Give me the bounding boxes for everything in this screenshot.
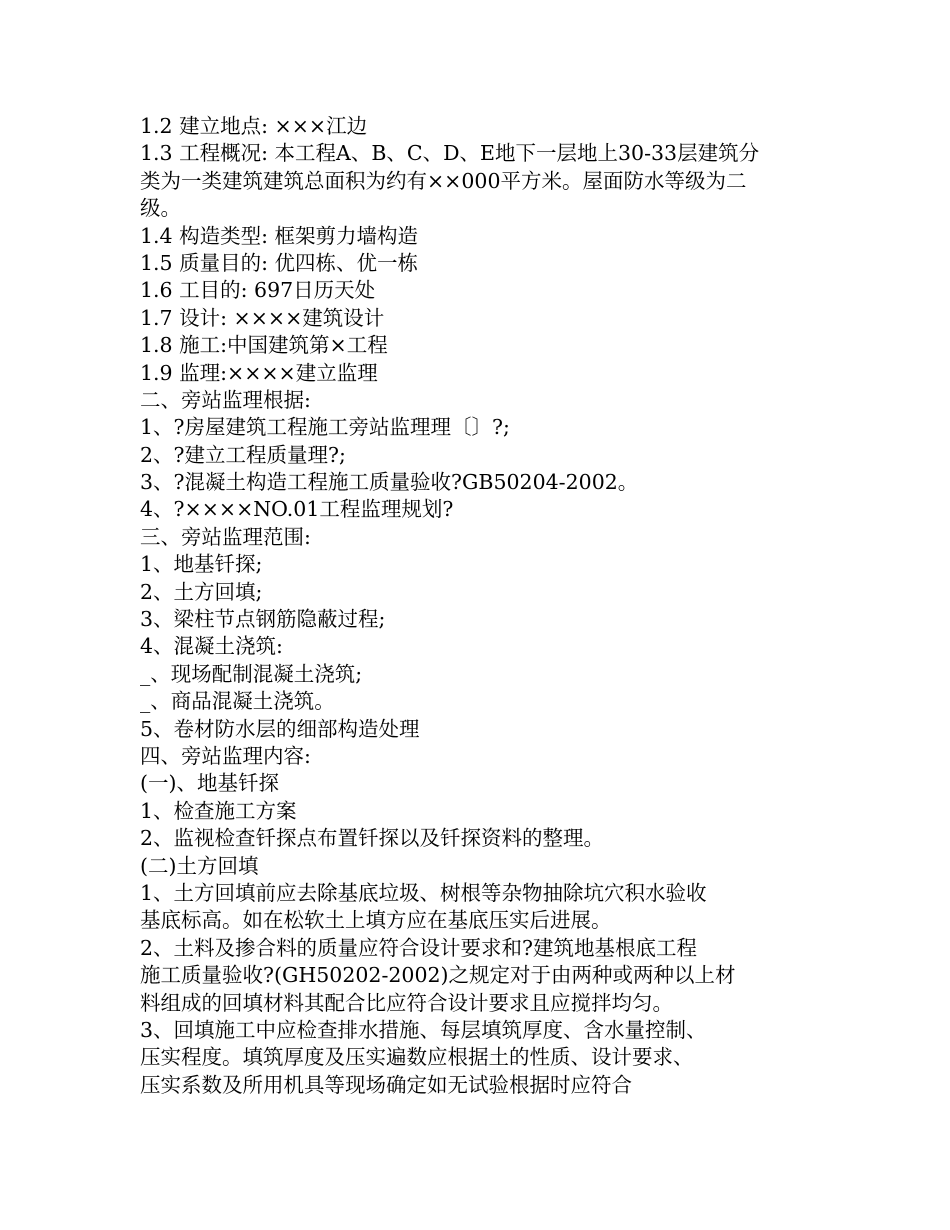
text-line: 1、?房屋建筑工程施工旁站监理理〔〕?; xyxy=(140,415,510,440)
text-line: 2、?建立工程质量理?; xyxy=(140,442,346,467)
text-line: 1、检查施工方案 xyxy=(140,798,297,823)
text-line: 基底标高。如在松软土上填方应在基底压实后进展。 xyxy=(140,908,612,933)
text-line: 三、旁站监理范围: xyxy=(140,524,311,549)
text-line: 1.6 工目的: 697日历天处 xyxy=(140,278,376,303)
text-line: 3、?混凝土构造工程施工质量验收?GB50204-2002。 xyxy=(140,470,639,495)
text-line: 施工质量验收?(GH50202-2002)之规定对于由两种或两种以上材 xyxy=(140,963,736,988)
text-line: 1.3 工程概况: 本工程A、B、C、D、E地下一层地上30-33层建筑分 xyxy=(140,141,760,166)
text-line: 级。 xyxy=(140,196,181,221)
text-line: 3、回填施工中应检查排水措施、每层填筑厚度、含水量控制、 xyxy=(140,1017,707,1042)
text-line: 压实系数及所用机具等现场确定如无试验根据时应符合 xyxy=(140,1072,632,1097)
text-line: 料组成的回填材料其配合比应符合设计要求且应搅拌均匀。 xyxy=(140,990,673,1015)
text-line: 1.7 设计: ××××建筑设计 xyxy=(140,305,385,330)
text-line: 3、梁柱节点钢筋隐蔽过程; xyxy=(140,607,386,632)
text-line: 2、土方回填; xyxy=(140,579,263,604)
text-line: 1、地基钎探; xyxy=(140,552,263,577)
text-line: 1、土方回填前应去除基底垃圾、树根等杂物抽除坑穴积水验收 xyxy=(140,880,707,905)
text-line: 2、土料及掺合料的质量应符合设计要求和?建筑地基根底工程 xyxy=(140,935,698,960)
text-line: 2、监视检查钎探点布置钎探以及钎探资料的整理。 xyxy=(140,826,605,851)
text-line: 5、卷材防水层的细部构造处理 xyxy=(140,716,420,741)
document-body xyxy=(140,113,860,1099)
text-line: 二、旁站监理根据: xyxy=(140,387,311,412)
text-line: (二)土方回填 xyxy=(140,853,259,878)
text-line: _、现场配制混凝土浇筑; xyxy=(140,661,363,686)
text-line: 1.4 构造类型: 框架剪力墙构造 xyxy=(140,223,419,248)
text-line: 4、混凝土浇筑: xyxy=(140,634,283,659)
text-line: 压实程度。填筑厚度及压实遍数应根据土的性质、设计要求、 xyxy=(140,1045,694,1070)
text-line: 类为一类建筑建筑总面积为约有××000平方米。屋面防水等级为二 xyxy=(140,168,747,193)
text-line: 1.5 质量目的: 优四栋、优一栋 xyxy=(140,250,419,275)
text-line: (一)、地基钎探 xyxy=(140,771,279,796)
text-line: 1.2 建立地点: ×××江边 xyxy=(140,114,368,138)
text-line: 4、?××××NO.01工程监理规划? xyxy=(140,497,454,522)
text-line: 四、旁站监理内容: xyxy=(140,743,311,768)
text-line: 1.8 施工:中国建筑第×工程 xyxy=(140,333,388,358)
text-line: _、商品混凝土浇筑。 xyxy=(140,689,335,714)
text-line: 1.9 监理:××××建立监理 xyxy=(140,360,378,385)
